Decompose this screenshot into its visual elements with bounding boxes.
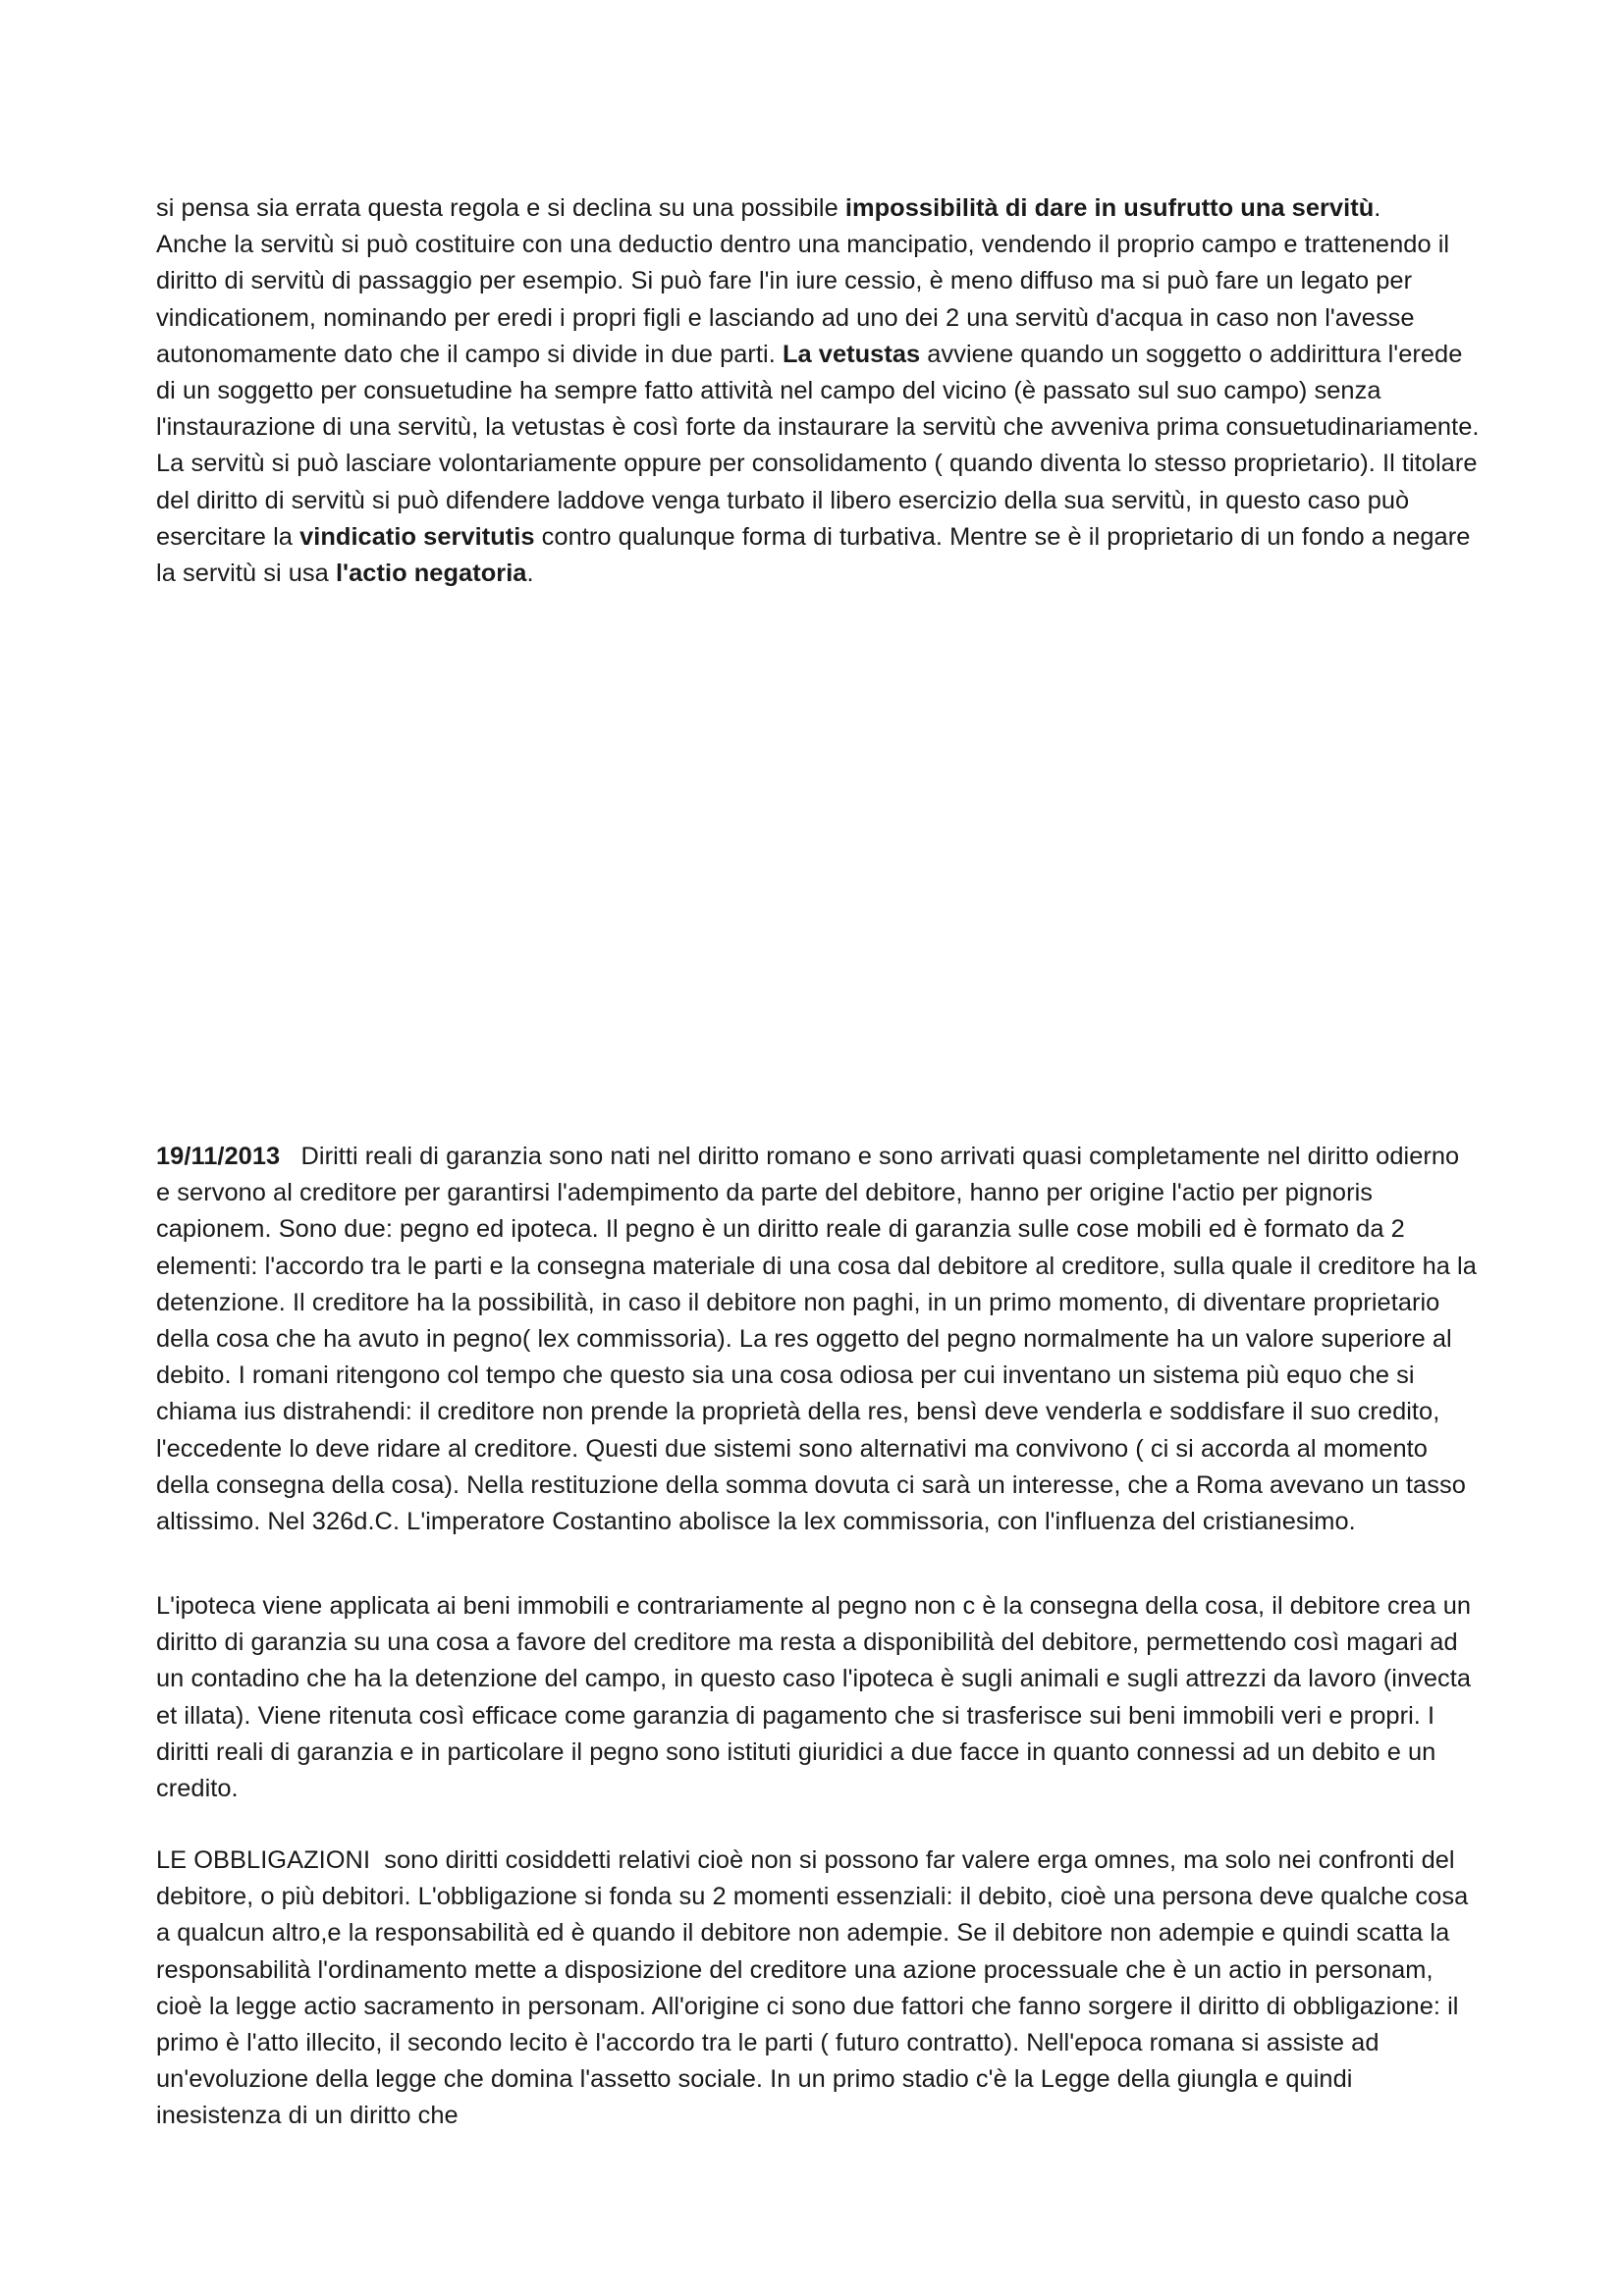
bold-term-vindicatio: vindicatio servitutis bbox=[299, 522, 535, 551]
paragraph-diritti-reali-garanzia bbox=[156, 1139, 1485, 1540]
date-heading: 19/11/2013 bbox=[156, 1143, 281, 1170]
text-segment: avviene quando un soggetto o addirittura l'erede di un soggetto per consuetudine ha sempre fatto attività nel campo del vicino (è passato sul suo campo) senza l'instaurazione di una servitù, la vetustas è così forte da instaurare la servitù che avveniva prima consuetudinariamente. La servitù si può lasciare volontariamente oppure per consolidamento ( quando diventa lo stesso proprietario). Il titolare del diritto di servitù si può difendere laddove venga turbato il libero esercizio della sua servitù, in questo caso può esercitare la bbox=[156, 340, 1487, 551]
text-segment: L'ipoteca viene applicata ai beni immobili e contrariamente al pegno non c è la consegna della cosa, il debitore crea un diritto di garanzia su una cosa a favore del creditore ma resta a disponibilità del debitore, permettendo così magari ad un contadino che ha la detenzione del campo, in questo caso l'ipoteca è sugli animali e sugli attrezzi da lavoro (invecta et illata). Viene ritenuta così efficace come garanzia di pagamento che si trasferisce sui beni immobili veri e propri. I diritti reali di garanzia e in particolare il pegno sono istituti giuridici a due facce in quanto connessi ad un debito e un credito. bbox=[156, 1592, 1479, 1803]
bold-term-actio-negatoria: l'actio negatoria bbox=[335, 560, 527, 588]
text-segment: . Anche la servitù si può costituire con una deductio dentro una mancipatio, vendendo il proprio campo e trattenendo il diritto di servitù di passaggio per esempio. Si può fare l'in iure cessio, è meno diffuso ma si può fare un legato per vindicationem, nominando per eredi i propri figli e lasciando ad uno dei 2 una servitù d'acqua in caso non l'avesse autonomamente dato che il campo si divide in due parti. bbox=[156, 194, 1450, 368]
text-segment: LE OBBLIGAZIONI sono diritti cosiddetti relativi cioè non si possono far valere erga omnes, ma solo nei confronti del debitore, o più debitori. L'obbligazione si fonda su 2 momenti essenziali: il debito, cioè una persona deve qualche cosa a qualcun altro,e la responsabilità ed è quando il debitore non adempie. Se il debitore non adempie e quindi scatta la responsabilità l'ordinamento mette a disposizione del creditore una azione processuale che è un actio in personam, cioè la legge actio sacramento in personam. All'origine ci sono due fattori che fanno sorgere il diritto di obbligazione: il primo è l'atto illecito, il secondo lecito è l'accordo tra le parti ( futuro contratto). Nell'epoca romana si assiste ad un'evoluzione della legge che domina l'assetto sociale. In un primo stadio c'è la Legge della giungla e quindi inesistenza di un diritto che bbox=[156, 1846, 1476, 2130]
text-segment: . bbox=[526, 560, 534, 588]
text-segment: si pensa sia errata questa regola e si declina su una possibile bbox=[156, 194, 845, 222]
text-segment: contro qualunque forma di turbativa. Mentre se è il proprietario di un fondo a negare la servitù si usa bbox=[156, 522, 1478, 588]
text-segment: Diritti reali di garanzia sono nati nel diritto romano e sono arrivati quasi completamente nel diritto odierno e servono al creditore per garantirsi l'adempimento da parte del debitore, hanno per origine l'actio per pignoris capionem. Sono due: pegno ed ipoteca. Il pegno è un diritto reale di garanzia sulle cose mobili ed è formato da 2 elementi: l'accordo tra le parti e la consegna materiale di una cosa dal debitore al creditore, sulla quale il creditore ha la detenzione. Il creditore ha la possibilità, in caso il debitore non paghi, in un primo momento, di diventare proprietario della cosa che ha avuto in pegno( lex commissoria). La res oggetto del pegno normalmente ha un valore superiore al debito. I romani ritengono col tempo che questo sia una cosa odiosa per cui inventano un sistema più equo che si chiama ius distrahendi: il creditore non prende la proprietà della res, bensì deve venderla e soddisfare il suo credito, l'eccedente lo deve ridare al creditore. Questi due sistemi sono alternativi ma convivono ( ci si accorda al momento della consegna della cosa). Nella restituzione della somma dovuta ci sarà un interesse, che a Roma avevano un tasso altissimo. Nel 326d.C. L'imperatore Costantino abolisce la lex commissoria, con l'influenza del cristianesimo. bbox=[156, 1143, 1485, 1536]
paragraph-obbligazioni bbox=[156, 1842, 1480, 2135]
paragraph-ipoteca bbox=[156, 1588, 1480, 1807]
bold-term-vetustas: La vetustas bbox=[782, 340, 921, 368]
paragraph-servitu bbox=[156, 190, 1487, 592]
bold-term-usufrutto: impossibilità di dare in usufrutto una servitù bbox=[844, 194, 1375, 222]
